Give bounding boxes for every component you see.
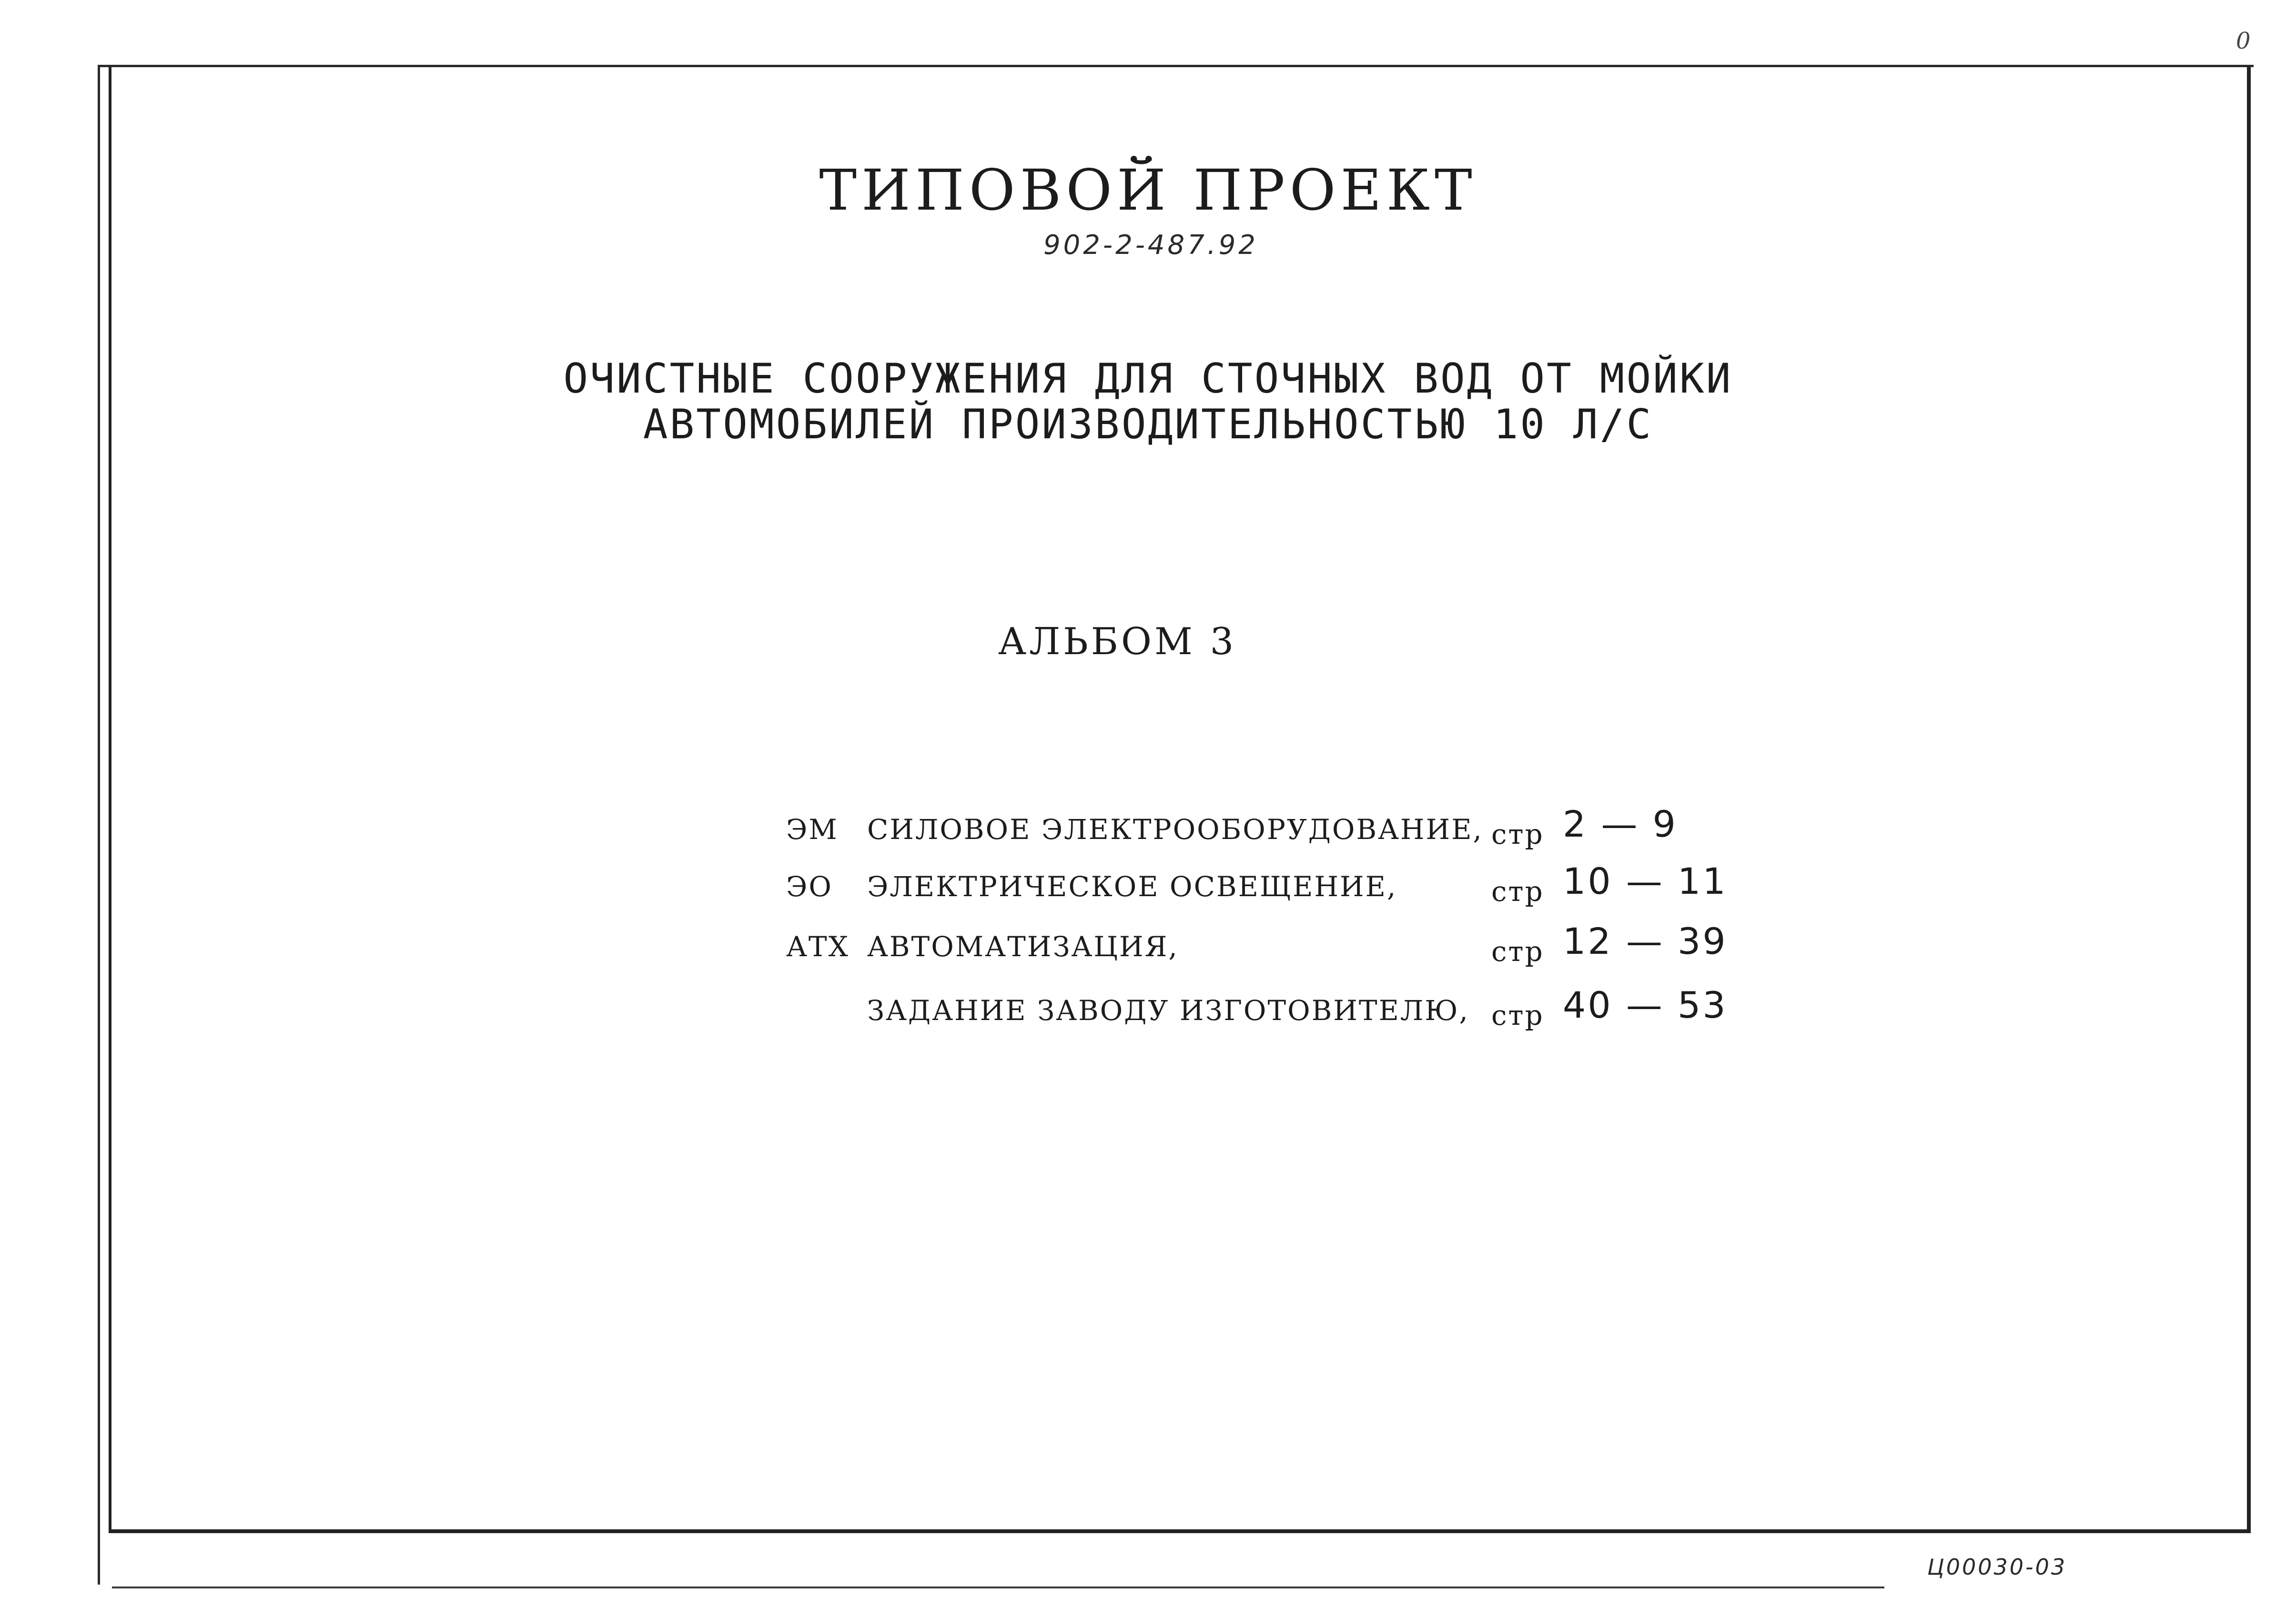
section-name: ЭЛЕКТРИЧЕСКОЕ ОСВЕЩЕНИЕ, bbox=[867, 870, 1397, 903]
section-code: ЭМ bbox=[786, 813, 839, 846]
section-name: СИЛОВОЕ ЭЛЕКТРООБОРУДОВАНИЕ, bbox=[867, 813, 1483, 846]
page-prefix: стр bbox=[1491, 818, 1544, 850]
page-prefix: стр bbox=[1491, 875, 1544, 908]
page-prefix: стр bbox=[1491, 999, 1544, 1031]
subtitle-line-1: ОЧИСТНЫЕ СООРУЖЕНИЯ ДЛЯ СТОЧНЫХ ВОД ОТ МОЙКИ bbox=[563, 355, 1733, 403]
archive-stamp: Ц00030-03 bbox=[1927, 1554, 2067, 1580]
page-range: 40 — 53 bbox=[1563, 984, 1728, 1026]
section-code: ЭО bbox=[786, 870, 833, 903]
subtitle-line-2: АВТОМОБИЛЕЙ ПРОИЗВОДИТЕЛЬНОСТЬЮ 10 Л/С bbox=[643, 401, 1653, 448]
drawing-frame bbox=[109, 67, 2251, 1533]
trim-line-bottom bbox=[112, 1587, 1884, 1588]
section-name: АВТОМАТИЗАЦИЯ, bbox=[867, 930, 1179, 963]
corner-mark: 0 bbox=[2236, 28, 2251, 54]
document-number: 902-2-487.92 bbox=[1043, 230, 1258, 261]
page-range: 2 — 9 bbox=[1563, 803, 1678, 845]
section-code: АТХ bbox=[786, 930, 850, 963]
section-name: ЗАДАНИЕ ЗАВОДУ ИЗГОТОВИТЕЛЮ, bbox=[867, 994, 1469, 1027]
page-range: 12 — 39 bbox=[1563, 920, 1728, 962]
trim-line-left bbox=[98, 65, 100, 1585]
page-prefix: стр bbox=[1491, 935, 1544, 968]
page-range: 10 — 11 bbox=[1563, 860, 1728, 902]
album-label: АЛЬБОМ 3 bbox=[998, 620, 1237, 663]
page-title: ТИПОВОЙ ПРОЕКТ bbox=[819, 157, 1477, 223]
